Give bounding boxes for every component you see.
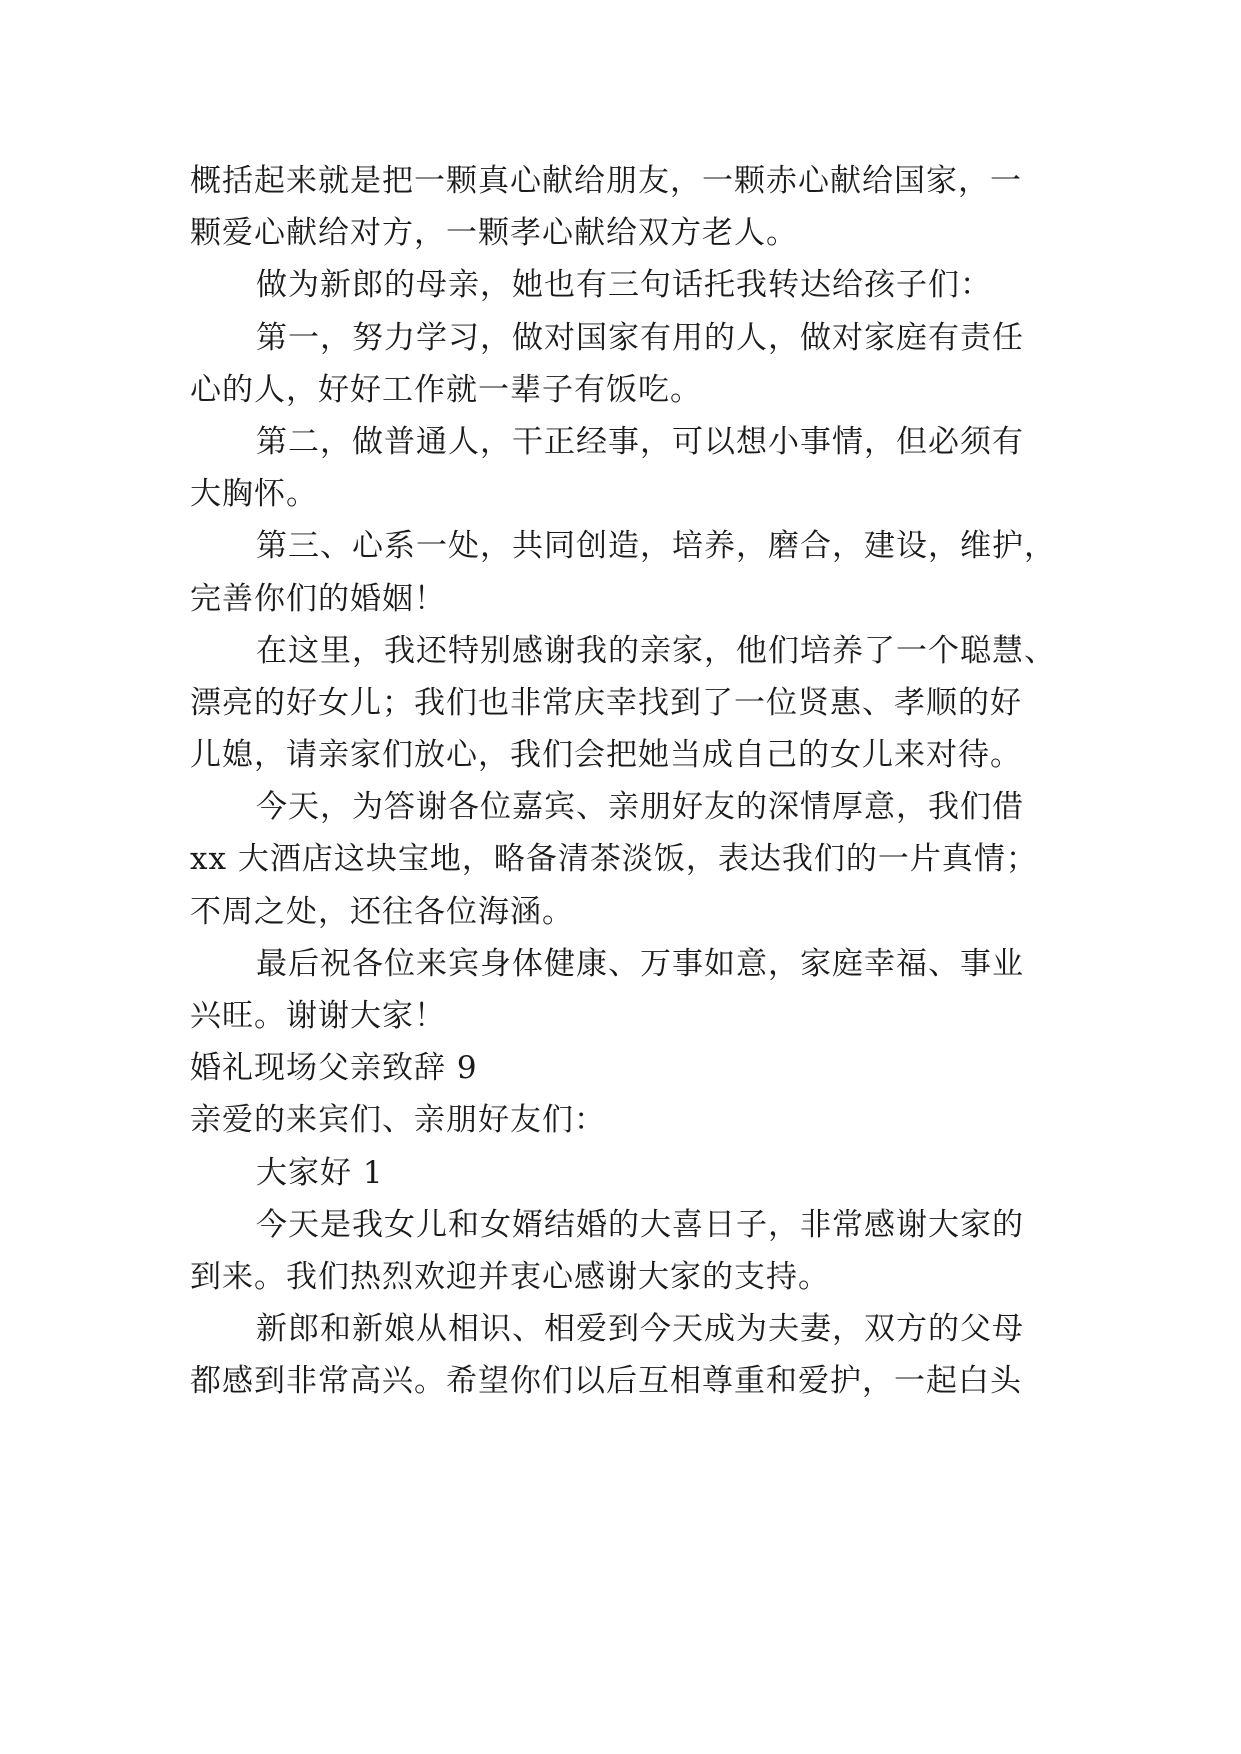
text-line: 今天，为答谢各位嘉宾、亲朋好友的深情厚意，我们借 bbox=[256, 789, 1024, 826]
text-line: 不周之处，还往各位海涵。 bbox=[190, 893, 574, 930]
text-line: 第三、心系一处，共同创造，培养，磨合，建设，维护， bbox=[256, 528, 1056, 565]
text-line: 到来。我们热烈欢迎并衷心感谢大家的支持。 bbox=[190, 1258, 830, 1295]
text-line: 在这里，我还特别感谢我的亲家，他们培养了一个聪慧、 bbox=[256, 632, 1056, 669]
text-line: 完善你们的婚姻！ bbox=[190, 580, 446, 617]
text-line: 最后祝各位来宾身体健康、万事如意，家庭幸福、事业 bbox=[256, 945, 1024, 982]
text-line: 心的人，好好工作就一辈子有饭吃。 bbox=[190, 371, 702, 408]
text-line: 大家好 1 bbox=[256, 1154, 384, 1191]
text-line: 都感到非常高兴。希望你们以后互相尊重和爱护，一起白头 bbox=[190, 1363, 1022, 1400]
text-line: 大胸怀。 bbox=[190, 476, 318, 513]
text-line: 颗爱心献给对方，一颗孝心献给双方老人。 bbox=[190, 215, 798, 252]
text-line: 新郎和新娘从相识、相爱到今天成为夫妻，双方的父母 bbox=[256, 1311, 1024, 1348]
text-line: 兴旺。谢谢大家！ bbox=[190, 998, 446, 1034]
text-line: 第一，努力学习，做对国家有用的人，做对家庭有责任 bbox=[256, 319, 1024, 356]
text-line: 婚礼现场父亲致辞 9 bbox=[190, 1050, 478, 1087]
text-line: 儿媳，请亲家们放心，我们会把她当成自己的女儿来对待。 bbox=[190, 737, 1022, 774]
text-line: 今天是我女儿和女婿结婚的大喜日子，非常感谢大家的 bbox=[256, 1206, 1024, 1243]
text-line: 做为新郎的母亲，她也有三句话托我转达给孩子们： bbox=[256, 267, 992, 304]
document-body bbox=[190, 155, 1060, 1408]
text-line: 第二，做普通人，干正经事，可以想小事情，但必须有 bbox=[256, 423, 1024, 460]
text-line: 亲爱的来宾们、亲朋好友们： bbox=[190, 1102, 606, 1139]
text-line: 漂亮的好女儿；我们也非常庆幸找到了一位贤惠、孝顺的好 bbox=[190, 684, 1022, 721]
text-line: 概括起来就是把一颗真心献给朋友，一颗赤心献给国家，一 bbox=[190, 163, 1022, 199]
text-line: xx 大酒店这块宝地，略备清茶淡饭，表达我们的一片真情； bbox=[190, 841, 1038, 878]
